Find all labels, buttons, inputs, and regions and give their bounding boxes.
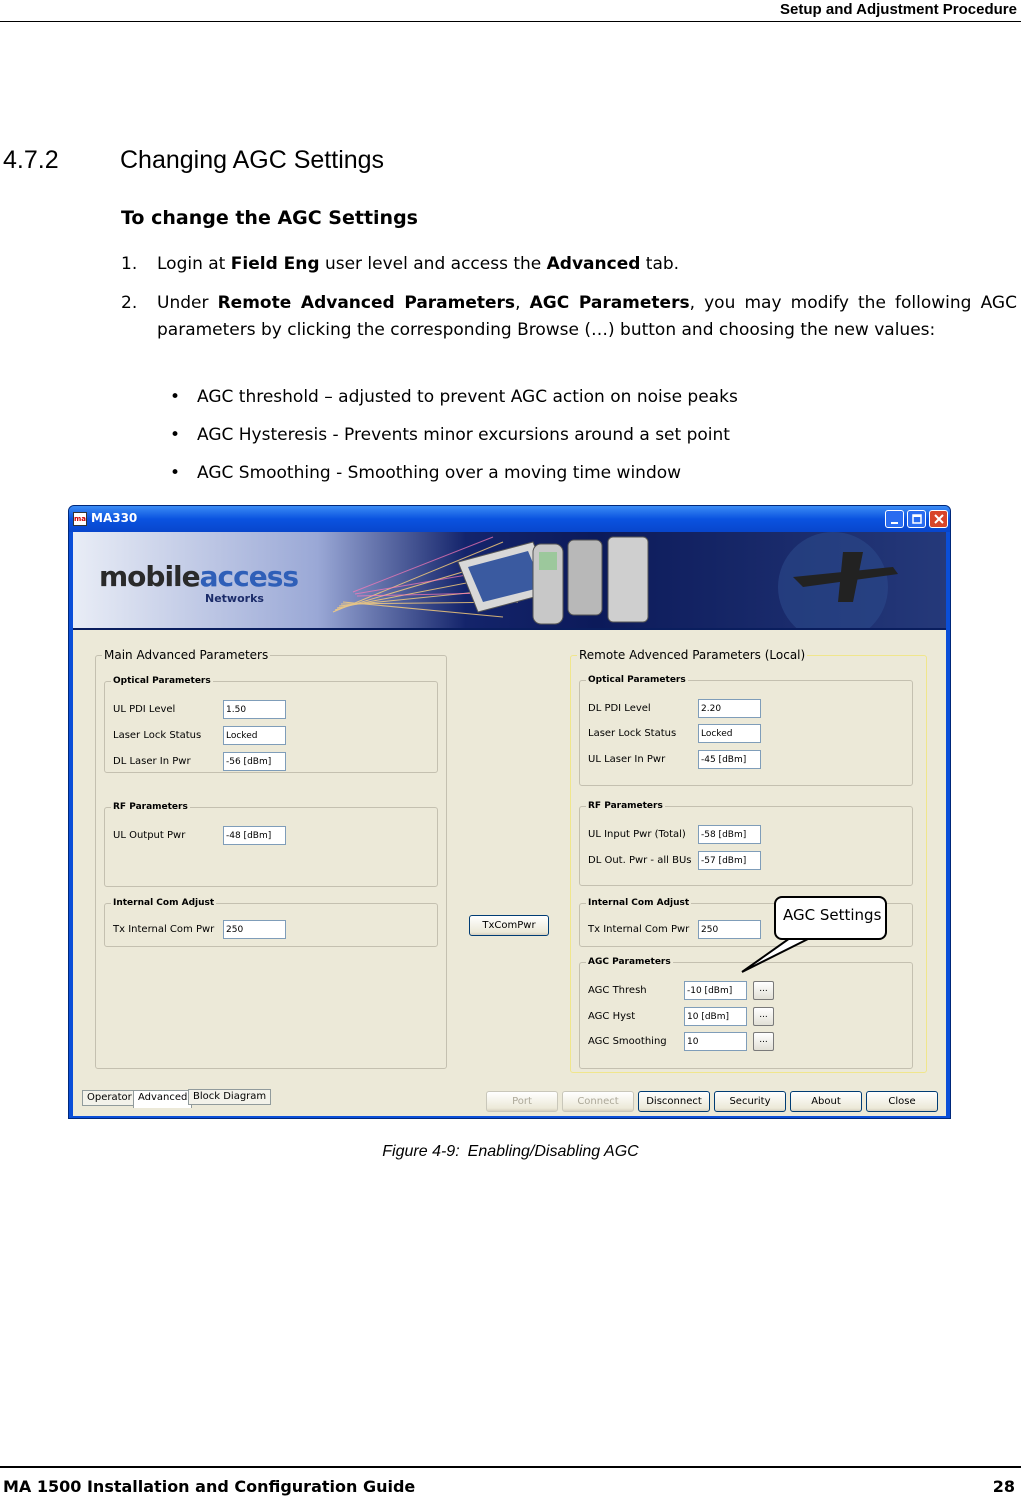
field-label: Laser Lock Status: [588, 728, 677, 739]
agc-settings-callout: AGC Settings: [774, 896, 887, 940]
remote-rf-parameters-group: RF Parameters UL Input Pwr (Total) -58 [dBm] DL Out. Pwr - all BUs -57 [dBm]: [579, 806, 913, 886]
client-area: [73, 532, 946, 1116]
txcompwr-button[interactable]: TxComPwr: [469, 915, 549, 936]
ul-pdi-level-field[interactable]: 1.50: [223, 700, 286, 719]
app-icon: ma: [73, 512, 87, 526]
agc-hyst-browse-button[interactable]: ...: [753, 1007, 774, 1026]
port-button[interactable]: Port: [486, 1091, 558, 1112]
tab-advanced[interactable]: Advanced: [133, 1090, 192, 1108]
field-label: AGC Thresh: [588, 985, 647, 996]
minimize-button[interactable]: [885, 510, 904, 528]
disconnect-button[interactable]: Disconnect: [638, 1091, 710, 1112]
field-label: DL PDI Level: [588, 703, 651, 714]
field-label: Tx Internal Com Pwr: [113, 924, 215, 935]
close-window-button[interactable]: [929, 510, 948, 528]
agc-thresh-field[interactable]: -10 [dBm]: [684, 981, 747, 1000]
field-label: AGC Hyst: [588, 1011, 636, 1022]
step-text: Login at Field Eng user level and access the Advanced tab.: [157, 254, 680, 274]
callout-pointer-icon: [740, 934, 820, 974]
field-label: Tx Internal Com Pwr: [588, 924, 690, 935]
security-button[interactable]: Security: [714, 1091, 786, 1112]
field-label: UL PDI Level: [113, 704, 176, 715]
field-label: DL Out. Pwr - all BUs: [588, 855, 692, 866]
maximize-button[interactable]: [907, 510, 926, 528]
remote-internal-com-group: Internal Com Adjust Tx Internal Com Pwr 250: [579, 903, 913, 947]
remote-advanced-parameters-group: Remote Advenced Parameters (Local) Optical Parameters DL PDI Level 2.20 Laser Lock Status Locked UL Laser In Pwr -45 [dBm] RF Parameters UL Input Pwr (Total) -58 [dBm] DL Out. Pwr - all BUs -57 [dBm] Internal Com Adjust Tx Internal Com Pwr 250 AGC Parameters AGC Thresh -10 [dBm] ... AGC Hyst 10 [dBm] ... AGC Smoothing 10 ...: [570, 655, 927, 1073]
remote-tx-internal-com-pwr-field[interactable]: 250: [698, 920, 761, 939]
app-window: [68, 505, 951, 1119]
remote-laser-lock-status-field[interactable]: Locked: [698, 724, 761, 743]
tab-operator[interactable]: Operator: [82, 1090, 137, 1106]
field-label: DL Laser In Pwr: [113, 756, 191, 767]
tx-internal-com-pwr-field[interactable]: 250: [223, 920, 286, 939]
tab-name: Advanced: [546, 254, 641, 274]
figure-caption: Figure 4-9: Enabling/Disabling AGC: [382, 1143, 639, 1160]
section-heading: [3, 146, 384, 175]
main-optical-parameters-group: Optical Parameters UL PDI Level 1.50 Laser Lock Status Locked DL Laser In Pwr -56 [dBm]: [104, 681, 438, 773]
step-text: Under Remote Advanced Parameters, AGC Parameters, you may modify the following AGC parameters by clicking the corresponding Browse (…) button and choosing the new values:: [157, 293, 1017, 340]
close-icon: [932, 513, 946, 526]
agc-hyst-field[interactable]: 10 [dBm]: [684, 1007, 747, 1026]
step-number: 2.: [121, 293, 138, 313]
main-internal-com-group: Internal Com Adjust Tx Internal Com Pwr 250: [104, 903, 438, 947]
dl-pdi-level-field[interactable]: 2.20: [698, 699, 761, 718]
agc-parameters-group: AGC Parameters AGC Thresh -10 [dBm] ... AGC Hyst 10 [dBm] ... AGC Smoothing 10 ...: [579, 962, 913, 1069]
agc-thresh-browse-button[interactable]: ...: [753, 981, 774, 1000]
main-advanced-parameters-group: Main Advanced Parameters Optical Parameters UL PDI Level 1.50 Laser Lock Status Locked DL Laser In Pwr -56 [dBm] RF Parameters UL Output Pwr -48 [dBm] Internal Com Adjust Tx Internal Com Pwr 250: [95, 655, 447, 1069]
about-button[interactable]: About: [790, 1091, 862, 1112]
footer-title: MA 1500 Installation and Configuration Guide: [3, 1477, 416, 1496]
main-rf-parameters-group: RF Parameters UL Output Pwr -48 [dBm]: [104, 807, 438, 887]
field-label: AGC Smoothing: [588, 1036, 667, 1047]
logo: mobileaccess: [99, 560, 299, 593]
logo-subtitle: Networks: [205, 592, 264, 605]
remote-optical-parameters-group: Optical Parameters DL PDI Level 2.20 Laser Lock Status Locked UL Laser In Pwr -45 [dBm]: [579, 680, 913, 786]
dl-laser-in-pwr-field[interactable]: -56 [dBm]: [223, 752, 286, 771]
agc-smoothing-browse-button[interactable]: ...: [753, 1032, 774, 1051]
field-label: Laser Lock Status: [113, 730, 202, 741]
maximize-icon: [910, 513, 924, 526]
ul-laser-in-pwr-field[interactable]: -45 [dBm]: [698, 750, 761, 769]
close-button[interactable]: Close: [866, 1091, 938, 1112]
tab-block-diagram[interactable]: Block Diagram: [188, 1089, 271, 1105]
step-number: 1.: [121, 254, 138, 274]
field-label: UL Output Pwr: [113, 830, 186, 841]
agc-smoothing-field[interactable]: 10: [684, 1032, 747, 1051]
running-footer: [0, 1466, 1021, 1497]
section-number: 4.7.2: [3, 146, 59, 174]
field-label: UL Laser In Pwr: [588, 754, 666, 765]
window-title: MA330: [91, 511, 138, 525]
group-name: AGC Parameters: [529, 293, 690, 313]
dl-out-pwr-field[interactable]: -57 [dBm]: [698, 851, 761, 870]
running-header: [0, 0, 1021, 22]
connect-button[interactable]: Connect: [562, 1091, 634, 1112]
ul-input-pwr-field[interactable]: -58 [dBm]: [698, 825, 761, 844]
procedure-title: To change the AGC Settings: [121, 207, 418, 229]
section-name: Remote Advanced Parameters: [217, 293, 516, 313]
minimize-icon: [888, 513, 902, 526]
title-bar[interactable]: [69, 506, 950, 532]
header-title: Setup and Adjustment Procedure: [780, 1, 1017, 18]
ul-output-pwr-field[interactable]: -48 [dBm]: [223, 826, 286, 845]
page-number: 28: [992, 1477, 1015, 1496]
field-label: UL Input Pwr (Total): [588, 829, 686, 840]
user-level: Field Eng: [230, 254, 320, 274]
laser-lock-status-field[interactable]: Locked: [223, 726, 286, 745]
section-title: Changing AGC Settings: [120, 146, 385, 174]
banner-image: [73, 532, 946, 630]
